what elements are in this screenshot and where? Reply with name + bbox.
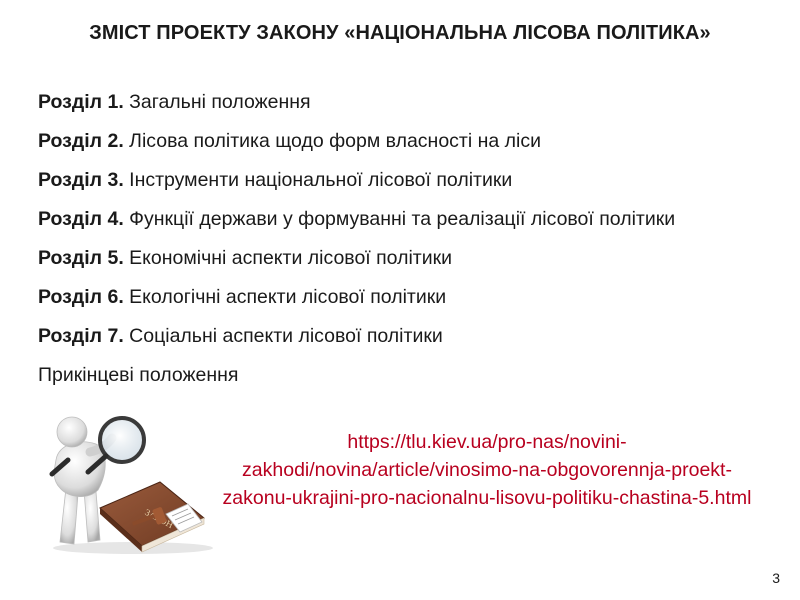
section-text: Функції держави у формуванні та реалізації лісової політики	[129, 208, 676, 230]
section-label: Розділ 6.	[38, 286, 124, 308]
section-text: Економічні аспекти лісової політики	[129, 247, 453, 269]
section-text: Соціальні аспекти лісової політики	[129, 325, 443, 347]
closing-provisions: Прикінцеві положення	[38, 364, 239, 386]
section-item-2	[38, 127, 788, 166]
section-label: Розділ 2.	[38, 130, 124, 152]
section-item-1	[38, 88, 788, 127]
slide-title: ЗМІСТ ПРОЕКТУ ЗАКОНУ «НАЦІОНАЛЬНА ЛІСОВА ПОЛІТИКА»	[89, 22, 711, 44]
section-label: Розділ 1.	[38, 91, 124, 113]
section-text: Лісова політика щодо форм власності на ліси	[129, 130, 541, 152]
section-item-4	[38, 205, 788, 244]
section-label: Розділ 3.	[38, 169, 124, 191]
section-label: Розділ 7.	[38, 325, 124, 347]
section-text: Загальні положення	[129, 91, 311, 113]
section-item-3	[38, 166, 788, 205]
section-text: Інструменти національної лісової політики	[129, 169, 513, 191]
source-link[interactable]: https://tlu.kiev.ua/pro-nas/novini-zakhodi/novina/article/vinosimo-na-obgovorennja-proekt-zakonu-ukrajini-pro-nacionalnu-lisovu-politiku-chastina-5.html	[222, 431, 752, 509]
section-item-7	[38, 322, 788, 361]
section-label: Розділ 4.	[38, 208, 124, 230]
magnifier-person-law-book-icon	[38, 410, 218, 555]
sections-list	[38, 88, 788, 400]
page-number: 3	[772, 570, 780, 586]
section-item-5	[38, 244, 788, 283]
section-text: Екологічні аспекти лісової політики	[129, 286, 447, 308]
section-label: Розділ 5.	[38, 247, 124, 269]
section-item-6	[38, 283, 788, 322]
